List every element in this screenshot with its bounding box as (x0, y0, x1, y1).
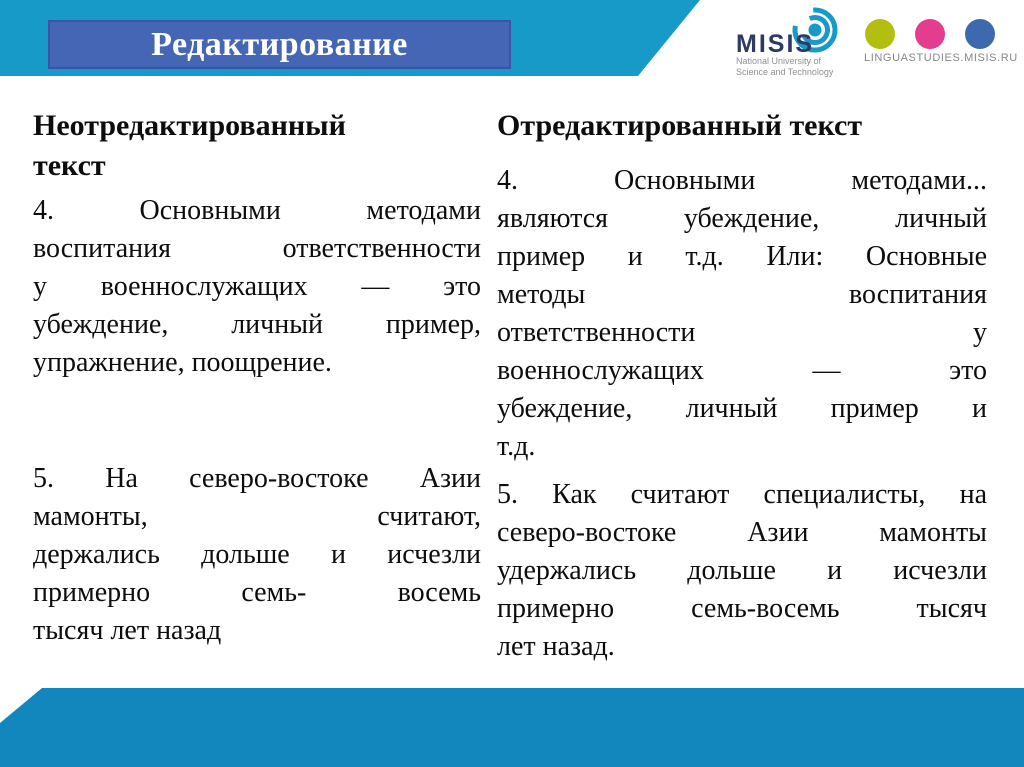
text-line: текст (33, 149, 106, 182)
brand-dot-green (865, 19, 895, 49)
text-line: убеждение, личный пример и (497, 393, 987, 424)
misis-logo-text: MISIS (736, 30, 815, 58)
text-line: тысяч лет назад (33, 615, 222, 646)
misis-subtitle-line2: Science and Technology (736, 67, 834, 77)
text-line: т.д. (497, 431, 536, 462)
text-line: 5. На северо-востоке Азии (33, 463, 481, 494)
text-line: лет назад. (497, 631, 615, 662)
edited-paragraph-5 (497, 476, 987, 666)
text-line: примерно семь- восемь (33, 577, 481, 608)
brand-dot-pink (915, 19, 945, 49)
text-line: 4. Основными методами (33, 195, 481, 226)
edited-paragraph-4 (497, 162, 987, 466)
column-unedited (33, 106, 481, 650)
text-line: воспитания ответственности (33, 233, 481, 264)
text-line: военнослужащих — это (497, 355, 987, 386)
bottom-banner (0, 688, 1024, 767)
edited-heading (497, 106, 987, 146)
site-url-text: LINGUASTUDIES.MISIS.RU (864, 52, 1018, 64)
text-line: убеждение, личный пример, (33, 309, 481, 340)
text-line: упражнение, поощрение. (33, 347, 332, 378)
unedited-heading (33, 106, 481, 186)
text-line: являются убеждение, личный (497, 203, 987, 234)
slide-title-box (48, 20, 511, 69)
column-edited (497, 106, 987, 666)
text-line: удержались дольше и исчезли (497, 555, 987, 586)
text-line: примерно семь-восемь тысяч (497, 593, 987, 624)
text-line: 4. Основными методами... (497, 165, 987, 196)
unedited-paragraph-5 (33, 460, 481, 650)
text-line: у военнослужащих — это (33, 271, 481, 302)
text-line: пример и т.д. Или: Основные (497, 241, 987, 272)
text-line: 5. Как считают специалисты, на (497, 479, 987, 510)
text-line: северо-востоке Азии мамонты (497, 517, 987, 548)
text-line: Неотредактированный (33, 109, 346, 142)
text-line: ответственности у (497, 317, 987, 348)
text-line: Отредактированный текст (497, 109, 863, 142)
misis-subtitle-line1: National University of (736, 56, 822, 66)
slide-title: Редактирование (151, 25, 408, 63)
text-line: мамонты, считают, (33, 501, 481, 532)
unedited-paragraph-4 (33, 192, 481, 382)
misis-logo-subtitle (736, 56, 833, 78)
text-line: методы воспитания (497, 279, 987, 310)
text-line: держались дольше и исчезли (33, 539, 481, 570)
brand-dot-blue (965, 19, 995, 49)
